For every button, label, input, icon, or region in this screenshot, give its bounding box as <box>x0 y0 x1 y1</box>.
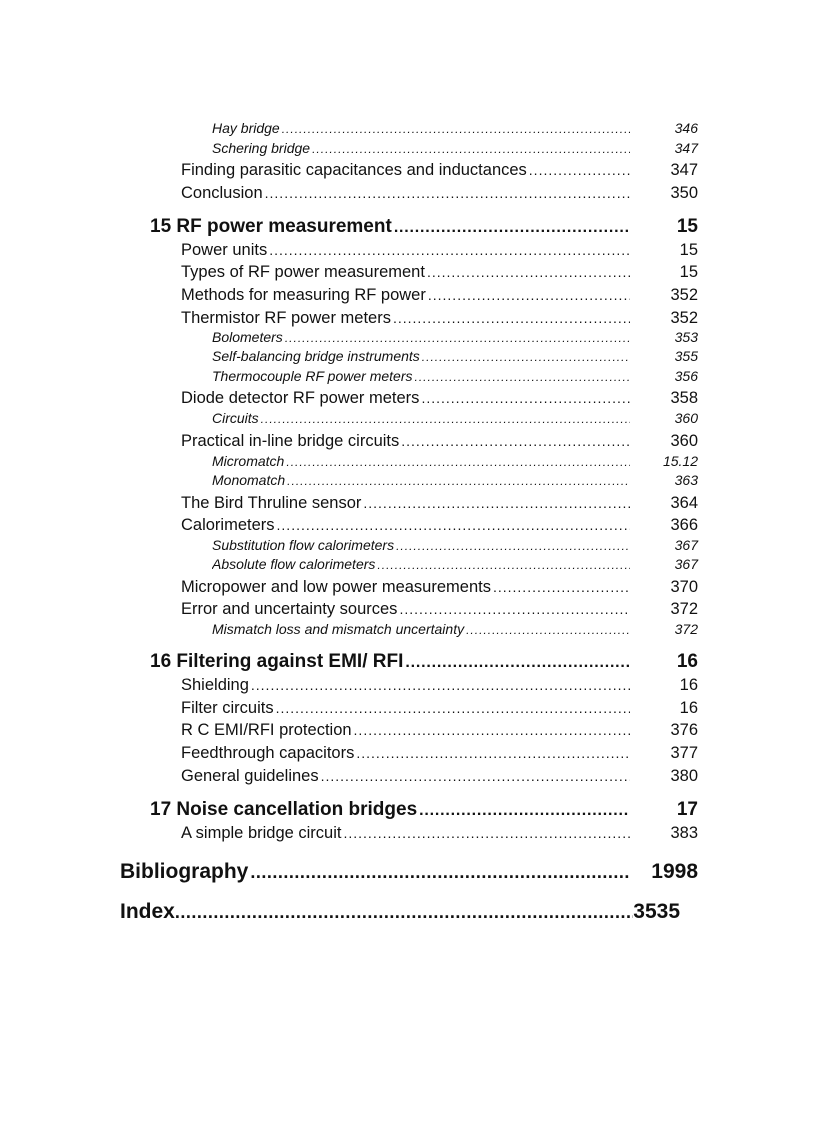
toc-entry-title: Micromatch <box>212 453 285 469</box>
toc-entry-title: Feedthrough capacitors <box>181 744 355 762</box>
toc-entry-page: 355 <box>674 348 698 364</box>
toc-entry-page: 366 <box>670 516 698 534</box>
toc-entry-page: 358 <box>670 389 698 407</box>
leader-dots <box>250 862 630 883</box>
toc-entry-title: Substitution flow calorimeters <box>212 537 395 553</box>
toc-entry-page: 370 <box>670 578 698 596</box>
toc-entry[interactable] <box>212 329 630 349</box>
toc-entry-page: 356 <box>674 368 698 384</box>
toc-entry-title: Bolometers <box>212 329 283 345</box>
toc-entry-title: Schering bridge <box>212 140 311 156</box>
toc-entry[interactable] <box>181 494 630 517</box>
leader-dots <box>312 142 630 156</box>
leader-dots <box>363 495 630 511</box>
leader-dots <box>354 722 630 738</box>
toc-entry[interactable] <box>181 241 630 264</box>
toc-entry[interactable] <box>212 410 630 430</box>
leader-dots <box>419 802 630 820</box>
leader-dots <box>277 517 630 533</box>
toc-entry[interactable] <box>212 348 630 368</box>
toc-bibliography[interactable] <box>120 860 630 890</box>
toc-chapter[interactable] <box>150 216 630 242</box>
toc-entry-page: 15 <box>679 263 698 281</box>
toc-entry-page: 372 <box>670 600 698 618</box>
toc-entry-page: 352 <box>670 309 698 327</box>
toc-entry-title: A simple bridge circuit <box>181 824 342 842</box>
toc-entry-page: 352 <box>670 286 698 304</box>
toc-entry[interactable] <box>181 600 630 623</box>
toc-entry-title: General guidelines <box>181 767 319 785</box>
leader-dots <box>414 370 630 384</box>
toc-entry[interactable] <box>212 537 630 557</box>
toc-entry-title: Filter circuits <box>181 699 274 717</box>
toc-entry-title: Finding parasitic capacitances and inductances <box>181 161 527 179</box>
toc-entry[interactable] <box>181 767 630 790</box>
toc-entry-title: Calorimeters <box>181 516 275 534</box>
toc-entry[interactable] <box>181 578 630 601</box>
toc-entry-title: Shielding <box>181 676 249 694</box>
toc-entry-title: Types of RF power measurement <box>181 263 425 281</box>
toc-entry-page: 360 <box>674 410 698 426</box>
toc-entry-title: Hay bridge <box>212 120 280 136</box>
toc-entry-page: 363 <box>674 472 698 488</box>
toc-entry-page: 367 <box>674 556 698 572</box>
toc-chapter-title: 16 Filtering against EMI/ RFI <box>150 651 404 672</box>
toc-entry-title: Circuits <box>212 410 259 426</box>
toc-entry[interactable] <box>181 699 630 722</box>
toc-entry[interactable] <box>212 120 630 140</box>
leader-dots <box>405 654 630 672</box>
toc-entry-title: Mismatch loss and mismatch uncertainty <box>212 621 465 637</box>
toc-entry[interactable] <box>212 140 630 160</box>
toc-entry[interactable] <box>181 676 630 699</box>
toc-entry-title: The Bird Thruline sensor <box>181 494 362 512</box>
toc-entry[interactable] <box>212 472 630 492</box>
toc-entry-page: 380 <box>670 767 698 785</box>
toc-entry[interactable] <box>181 263 630 286</box>
toc-entry-title: Practical in-line bridge circuits <box>181 432 400 450</box>
toc-entry[interactable] <box>181 744 630 767</box>
leader-dots <box>396 539 630 553</box>
leader-dots <box>265 185 630 201</box>
leader-dots <box>529 162 630 178</box>
leader-dots <box>282 122 630 136</box>
toc-chapter-title: 17 Noise cancellation bridges <box>150 799 418 820</box>
toc-entry-page: 367 <box>674 537 698 553</box>
leader-dots <box>287 474 630 488</box>
leader-dots <box>286 455 630 469</box>
toc-entry-title: Diode detector RF power meters <box>181 389 420 407</box>
toc-entry-title: Monomatch <box>212 472 286 488</box>
leader-dots <box>261 412 630 426</box>
toc-entry[interactable] <box>212 621 630 641</box>
toc-entry-page: 16 <box>679 699 698 717</box>
leader-dots <box>321 768 630 784</box>
toc-entry-page: 372 <box>674 621 698 637</box>
toc-chapter-title: 15 RF power measurement <box>150 216 392 237</box>
toc-chapter[interactable] <box>150 651 630 677</box>
leader-dots <box>356 745 630 761</box>
toc-entry[interactable] <box>212 368 630 388</box>
leader-dots <box>401 433 630 449</box>
toc-entry-title: Thermocouple RF power meters <box>212 368 413 384</box>
toc-chapter-page: 16 <box>676 651 698 672</box>
leader-dots <box>269 242 630 258</box>
toc-entry-page: 347 <box>674 140 698 156</box>
leader-dots <box>428 287 630 303</box>
toc-entry-page: 346 <box>674 120 698 136</box>
toc-entry-title: Methods for measuring RF power <box>181 286 426 304</box>
leader-dots <box>343 825 630 841</box>
toc-entry-page: 15.12 <box>662 453 698 469</box>
toc-entry[interactable] <box>181 721 630 744</box>
leader-dots <box>175 902 633 923</box>
toc-entry[interactable] <box>181 824 630 847</box>
toc-entry-page: 360 <box>670 432 698 450</box>
toc-entry-title: Error and uncertainty sources <box>181 600 398 618</box>
toc-chapter-page: 15 <box>676 216 698 237</box>
toc-entry[interactable] <box>212 453 630 473</box>
leader-dots <box>276 700 630 716</box>
toc-entry-title: R C EMI/RFI protection <box>181 721 352 739</box>
leader-dots <box>427 264 630 280</box>
toc-entry-page: 376 <box>670 721 698 739</box>
toc-chapter-page: 17 <box>676 799 698 820</box>
toc-entry-title: Thermistor RF power meters <box>181 309 391 327</box>
toc-chapter[interactable] <box>150 799 630 825</box>
toc-entry-title: Power units <box>181 241 268 259</box>
toc-entry-page: 383 <box>670 824 698 842</box>
toc-entry[interactable] <box>181 161 630 184</box>
toc-index-title: Index <box>120 900 175 923</box>
toc-entry-page: 353 <box>674 329 698 345</box>
toc-entry-page: 347 <box>670 161 698 179</box>
toc-entry-page: 377 <box>670 744 698 762</box>
toc-entry-title: Absolute flow calorimeters <box>212 556 376 572</box>
toc-entry-page: 15 <box>679 241 698 259</box>
leader-dots <box>393 310 630 326</box>
leader-dots <box>421 390 630 406</box>
leader-dots <box>493 579 630 595</box>
toc-bibliography-title: Bibliography <box>120 860 249 883</box>
toc-entry-title: Conclusion <box>181 184 263 202</box>
leader-dots <box>422 350 630 364</box>
toc-index[interactable] <box>120 900 680 930</box>
leader-dots <box>394 219 630 237</box>
toc-entry[interactable] <box>181 184 630 207</box>
leader-dots <box>377 558 630 572</box>
leader-dots <box>466 623 630 637</box>
leader-dots <box>251 677 630 693</box>
toc-entry-title: Self-balancing bridge instruments <box>212 348 420 364</box>
toc-entry-page: 16 <box>679 676 698 694</box>
leader-dots <box>399 601 630 617</box>
toc-bibliography-page: 1998 <box>651 860 698 883</box>
toc-entry[interactable] <box>212 556 630 576</box>
toc-entry[interactable] <box>181 389 630 412</box>
toc-entry-title: Micropower and low power measurements <box>181 578 491 596</box>
toc-entry[interactable] <box>181 286 630 309</box>
toc-entry[interactable] <box>181 516 630 539</box>
toc-index-page: 3535 <box>633 900 680 923</box>
toc-entry-page: 364 <box>670 494 698 512</box>
toc-entry[interactable] <box>181 432 630 455</box>
leader-dots <box>285 331 630 345</box>
toc-entry-page: 350 <box>670 184 698 202</box>
